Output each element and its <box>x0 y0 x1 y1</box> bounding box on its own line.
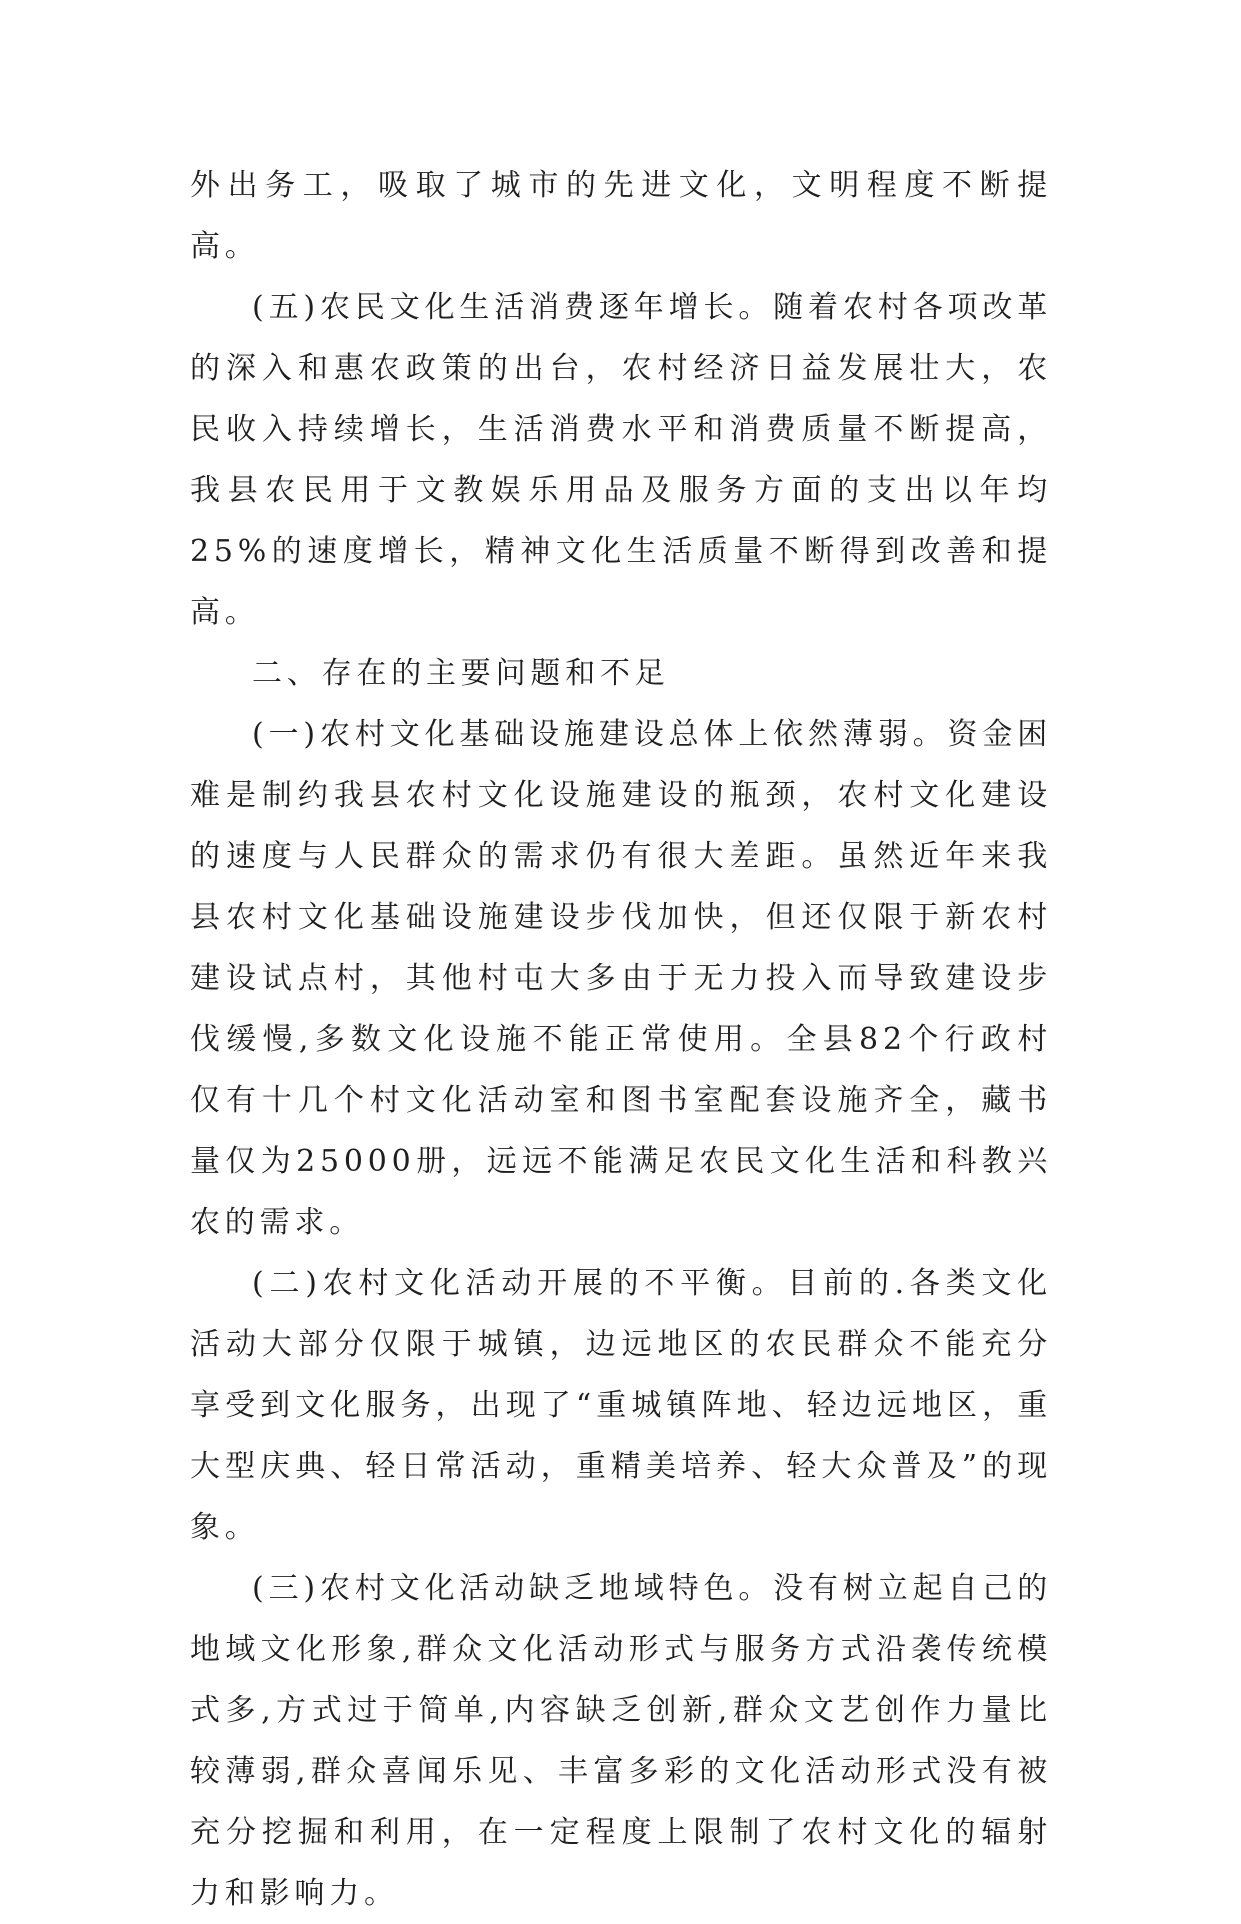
paragraph-infrastructure: (一)农村文化基础设施建设总体上依然薄弱。资金困难是制约我县农村文化设施建设的瓶颈，农村文化建设的速度与人民群众的需求仍有很大差距。虽然近年来我县农村文化基础设施建设步伐加快，但还仅限于新农村建设试点村，其他村屯大多由于无力投入而导致建设步伐缓慢,多数文化设施不能正常使用。全县82个行政村仅有十几个村文化活动室和图书室配套设施齐全，藏书量仅为25000册，远远不能满足农民文化生活和科教兴农的需求。 <box>190 717 1052 1240</box>
section-heading-problems: 二、存在的主要问题和不足 <box>252 656 670 691</box>
document-body <box>190 155 1052 1924</box>
paragraph-imbalance: (二)农村文化活动开展的不平衡。目前的.各类文化活动大部分仅限于城镇，边远地区的农民群众不能充分享受到文化服务，出现了“重城镇阵地、轻边远地区，重大型庆典、轻日常活动，重精美培养、轻大众普及”的现象。 <box>190 1266 1052 1545</box>
paragraph-consumption-growth: (五)农民文化生活消费逐年增长。随着农村各项改革的深入和惠农政策的出台，农村经济日益发展壮大，农民收入持续增长，生活消费水平和消费质量不断提高，我县农民用于文教娱乐用品及服务方面的支出以年均25%的速度增长，精神文化生活质量不断得到改善和提高。 <box>190 290 1052 630</box>
paragraph-regional-character: (三)农村文化活动缺乏地域特色。没有树立起自己的地域文化形象,群众文化活动形式与服务方式沿袭传统模式多,方式过于简单,内容缺乏创新,群众文艺创作力量比较薄弱,群众喜闻乐见、丰富多彩的文化活动形式没有被充分挖掘和利用，在一定程度上限制了农村文化的辐射力和影响力。 <box>190 1571 1052 1911</box>
paragraph-continuation: 外出务工，吸取了城市的先进文化，文明程度不断提高。 <box>190 168 1052 264</box>
